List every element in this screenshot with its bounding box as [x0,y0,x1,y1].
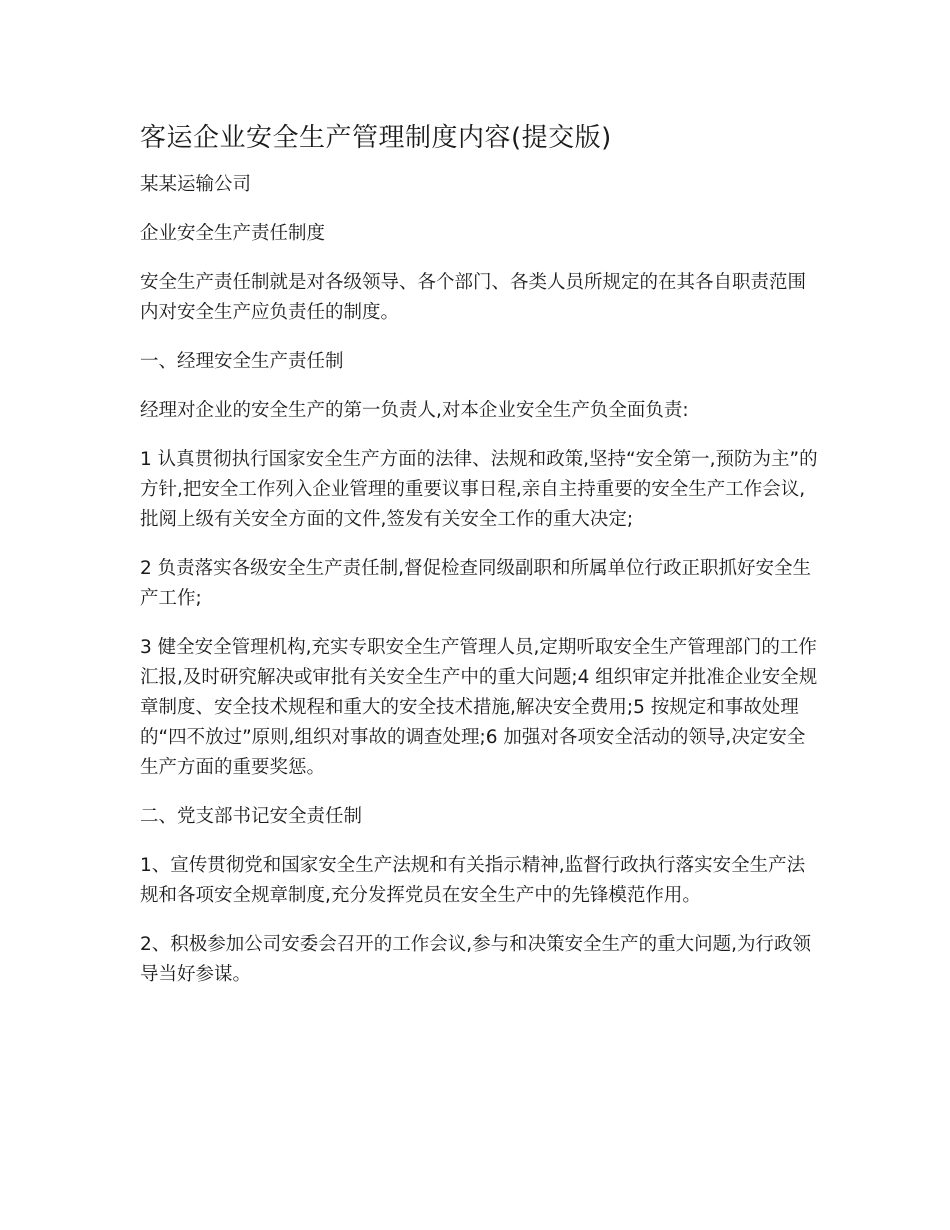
intro-paragraph: 安全生产责任制就是对各级领导、各个部门、各类人员所规定的在其各自职责范围内对安全生产应负责任的制度。 [140,272,807,323]
paragraph-secretary-2: 2、积极参加公司安委会召开的工作会议,参与和决策安全生产的重大问题,为行政领导当好参谋。 [140,934,812,985]
paragraph-secretary-1: 1、宣传贯彻党和国家安全生产法规和有关指示精神,监督行政执行落实安全生产法规和各项安全规章制度,充分发挥党员在安全生产中的先锋模范作用。 [140,855,806,906]
section-heading-manager: 一、经理安全生产责任制 [140,351,344,372]
company-name: 某某运输公司 [140,174,252,195]
paragraph-items-3-6: 3 健全安全管理机构,充实专职安全生产管理人员,定期听取安全生产管理部门的工作汇报,及时研究解决或审批有关安全生产中的重大问题;4 组织审定并批准企业安全规章制度、安全技术规程和重大的安全技术措施,解决安全费用;5 按规定和事故处理的“四不放过”原则,组织对事故的调查处理;6 加强对各项安全活动的领导,决定安全生产方面的重要奖惩。 [140,637,818,778]
paragraph-item-1: 1 认真贯彻执行国家安全生产方面的法律、法规和政策,坚持“安全第一,预防为主”的方针,把安全工作列入企业管理的重要议事日程,亲自主持重要的安全生产工作会议,批阅上级有关安全方面的文件,签发有关安全工作的重大决定; [140,449,818,530]
section-heading-party-secretary: 二、党支部书记安全责任制 [140,806,363,827]
section-title: 企业安全生产责任制度 [140,223,326,244]
document-page [140,118,820,1009]
document-title: 客运企业安全生产管理制度内容(提交版) [140,123,612,153]
paragraph-manager-intro: 经理对企业的安全生产的第一负责人,对本企业安全生产负全面负责: [140,400,689,421]
paragraph-item-2: 2 负责落实各级安全生产责任制,督促检查同级副职和所属单位行政正职抓好安全生产工作; [140,558,812,609]
